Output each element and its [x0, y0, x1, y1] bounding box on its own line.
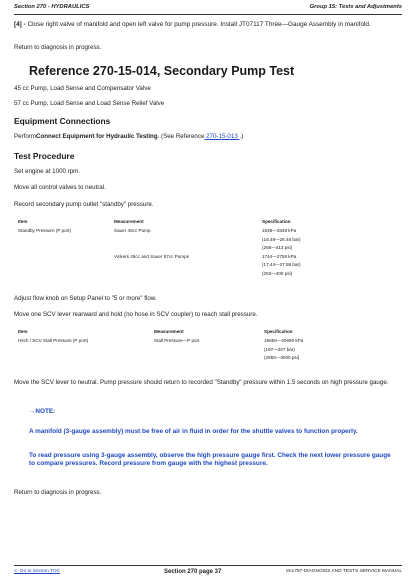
applicability-45cc: 45 cc Pump, Load Sense and Compensator Valve: [14, 85, 151, 92]
col-specification: Specification: [264, 329, 293, 334]
note-manifold-air: A manifold (3-gauge assembly) must be free of air in fluid in order for the shuttle valves to function properly.: [29, 428, 358, 435]
cell-item: [18, 254, 114, 280]
step-text: Close right valve of manifold and open left valve for pump pressure. Install JT07117 Three—Gauge Assembly in manifold.: [27, 21, 371, 28]
step-4: [14, 21, 402, 29]
procedure-step-3: Record secondary pump outlet "standby" pressure.: [14, 201, 154, 208]
cell-item: Standby Pressure (P port): [18, 228, 72, 233]
table-header-row: [18, 219, 318, 228]
spec-psi: (268—413 psi): [262, 245, 293, 250]
footer-rule: [14, 565, 402, 566]
page-title: Reference 270-15-014, Secondary Pump Test: [29, 64, 295, 78]
final-return-text: Return to diagnosis in progress.: [14, 489, 102, 496]
spec-bar: (18.48—28.48 bar): [262, 236, 301, 242]
cell-measurement: Sauer 45cc Pump: [114, 228, 151, 233]
spec-kpa: 1744—2758 kPa: [262, 253, 297, 259]
header-group: Group 15: Tests and Adjustments: [309, 4, 402, 10]
return-text: Return to diagnosis in progress.: [14, 44, 102, 51]
stall-pressure-table: [18, 329, 318, 364]
equipment-post: .): [239, 133, 244, 140]
procedure-heading: Test Procedure: [14, 151, 75, 161]
step-number: [4] -: [14, 21, 26, 28]
adjust-flow-step: Adjust flow knob on Setup Panel to "5 or more" flow.: [14, 295, 157, 302]
page-number: Section 270 page 37: [164, 569, 222, 575]
table-row: [18, 228, 318, 254]
header-rule: [14, 14, 402, 15]
procedure-step-1: Set engine at 1000 rpm.: [14, 168, 81, 175]
col-item: Item: [18, 219, 28, 224]
go-to-toc-link[interactable]: <- Go to Section TOC: [14, 569, 61, 574]
spec-kpa: 1848—2848 kPa: [262, 228, 297, 233]
spec-psi: (2850—3000 psi): [264, 355, 300, 360]
note-label: →NOTE:: [29, 408, 56, 415]
header-section: Section 270 - HYDRAULICS: [14, 4, 90, 10]
page-header: [14, 4, 402, 18]
table-row: [18, 338, 318, 364]
table-row: [18, 254, 318, 280]
table-header-row: [18, 329, 318, 338]
spec-bar: (197—207 bar): [264, 346, 295, 352]
col-measurement: Measurement: [154, 329, 184, 334]
equipment-heading: Equipment Connections: [14, 116, 111, 126]
standby-pressure-table: [18, 219, 318, 279]
manual-title: tm1797-DIAGNOSIS AND TESTS SERVICE MANUAL: [286, 569, 402, 574]
cell-measurement: Stall Pressure—P port: [154, 338, 200, 343]
equipment-text: [14, 133, 402, 141]
spec-psi: (253—400 psi): [262, 270, 293, 276]
col-item: Item: [18, 329, 28, 334]
move-scv-step: Move one SCV lever rearward and hold (no hose in SCV coupler) to reach stall pressure.: [14, 311, 258, 318]
equipment-procedure: Connect Equipment for Hydraulic Testing: [36, 133, 158, 140]
applicability-57cc: 57 cc Pump, Load Sense and Load Sense Relief Valve: [14, 100, 165, 107]
spec-kpa: 19650—20690 kPa: [264, 338, 304, 343]
procedure-step-2: Move all control valves to neutral.: [14, 184, 106, 191]
page-footer: [14, 565, 402, 579]
return-to-standby-text: Move the SCV lever to neutral. Pump pressure should return to recorded "Standby" pressure within 1.5 seconds on high pressure gauge.: [14, 379, 389, 386]
cell-spec: [264, 338, 318, 364]
col-measurement: Measurement: [114, 219, 144, 224]
cell-measurement: Vickers 45cc and Sauer 57cc Pumps: [114, 253, 189, 259]
equipment-pre: Perform: [14, 133, 37, 140]
cell-item: Hitch / SCV Stall Pressure (P port): [18, 338, 89, 343]
spec-bar: (17.44—27.58 bar): [262, 262, 301, 267]
col-specification: Specification: [262, 219, 291, 224]
reference-link[interactable]: 270-15-013: [204, 133, 240, 140]
cell-spec: [262, 254, 318, 280]
equipment-mid: . (See Reference: [157, 133, 205, 140]
cell-spec: [262, 228, 318, 254]
note-read-pressure: To read pressure using 3-gauge assembly, observe the high pressure gauge first. Check the next lower pressure gauge to compare pressures. Record pressure from gauge with the highest pressure.: [29, 452, 391, 468]
